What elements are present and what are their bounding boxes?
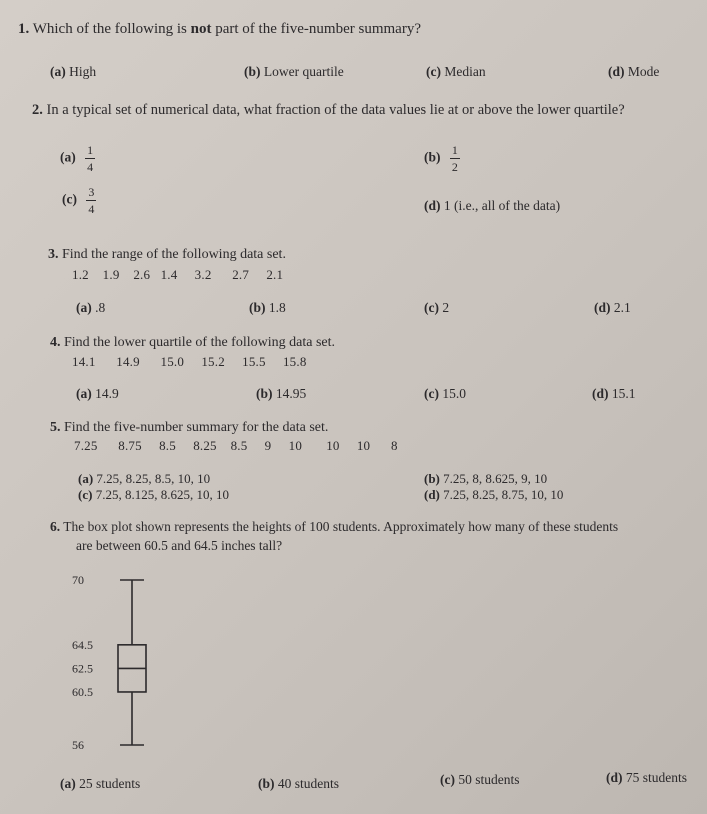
q3-option-a[interactable]: (a) .8: [76, 300, 106, 315]
tick-label: 70: [72, 573, 84, 587]
q4-option-b[interactable]: (b) 14.95: [256, 386, 307, 401]
data-value: 1.4: [160, 267, 178, 282]
question-2-number: 2.: [32, 102, 43, 118]
q5-option-b[interactable]: (b) 7.25, 8, 8.625, 9, 10: [424, 471, 548, 486]
tick-label: 64.5: [72, 637, 93, 652]
q5-option-a[interactable]: (a) 7.25, 8.25, 8.5, 10, 10: [78, 471, 211, 486]
q3-option-d[interactable]: (d) 2.1: [594, 300, 631, 315]
q2-option-c[interactable]: (c) $\frac{3}{4}$: [62, 185, 95, 216]
q2-option-a[interactable]: (a) $\frac{1}{4}$: [60, 143, 94, 174]
tick-label: 60.5: [72, 684, 93, 699]
q6-option-d[interactable]: (d) 75 students: [606, 770, 688, 785]
q5-option-c[interactable]: (c) 7.25, 8.125, 8.625, 10, 10: [78, 487, 229, 502]
fraction: $\frac{1}{2}$: [451, 143, 458, 174]
data-value: 1.9: [102, 267, 120, 282]
data-value: 14.9: [116, 354, 140, 369]
question-1-text-post: part of the five-number summary?: [211, 21, 421, 37]
data-value: 15.2: [201, 354, 225, 369]
data-value: 8.5: [230, 438, 248, 453]
data-value: 8: [390, 438, 398, 453]
q4-option-c[interactable]: (c) 15.0: [424, 386, 466, 401]
q6-option-c[interactable]: (c) 50 students: [440, 772, 520, 787]
data-value: 14.1: [72, 354, 96, 369]
question-3: 3. Find the range of the following data set.: [48, 247, 286, 262]
q1-option-b[interactable]: (b) Lower quartile: [244, 64, 344, 79]
question-2-text: In a typical set of numerical data, what fraction of the data values lie at or above the lower quartile?: [46, 102, 625, 118]
question-5: 5. Find the five-number summary for the data set.: [50, 420, 329, 435]
q1-option-d[interactable]: (d) Mode: [608, 64, 660, 79]
q2-option-d[interactable]: (d) 1 (i.e., all of the data): [424, 198, 561, 213]
q2-option-b[interactable]: (b) $\frac{1}{2}$: [424, 143, 458, 174]
data-value: 15.8: [282, 354, 307, 369]
q5-option-d[interactable]: (d) 7.25, 8.25, 8.75, 10, 10: [424, 487, 564, 502]
question-6-line-2: are between 60.5 and 64.5 inches tall?: [76, 538, 283, 553]
data-value: 3.2: [194, 267, 212, 282]
q3-option-b[interactable]: (b) 1.8: [249, 300, 286, 315]
data-value: 9: [264, 438, 272, 453]
fraction: $\frac{3}{4}$: [88, 185, 95, 216]
data-value: 2.1: [266, 267, 284, 282]
data-value: 7.25: [74, 438, 98, 453]
q3-option-c[interactable]: (c) 2: [424, 300, 450, 315]
data-value: 10: [288, 438, 303, 453]
tick-label: 62.5: [72, 661, 93, 676]
q1-option-a[interactable]: (a) High: [50, 64, 97, 79]
q1-option-c[interactable]: (c) Median: [426, 64, 486, 79]
q5-data-set: [74, 438, 398, 454]
data-value: 2.7: [232, 267, 250, 282]
q4-option-a[interactable]: (a) 14.9: [76, 386, 119, 401]
box-plot-chart: [60, 570, 200, 770]
q4-option-d[interactable]: (d) 15.1: [592, 386, 636, 401]
data-value: 8.5: [159, 438, 176, 453]
data-value: 8.25: [193, 438, 217, 453]
data-value: 10: [356, 438, 371, 453]
question-2: [32, 102, 625, 119]
data-value: 15.0: [160, 354, 185, 369]
question-4: 4. Find the lower quartile of the following data set.: [50, 335, 335, 350]
data-value: 8.75: [118, 438, 142, 453]
q3-data-set: [72, 267, 283, 283]
fraction: $\frac{1}{4}$: [87, 143, 94, 174]
q6-option-a[interactable]: (a) 25 students: [60, 776, 141, 791]
data-value: 10: [326, 438, 340, 453]
question-1-text-pre: Which of the following is: [32, 21, 191, 37]
data-value: 15.5: [242, 354, 266, 369]
data-value: 1.2: [72, 267, 89, 282]
q6-option-b[interactable]: (b) 40 students: [258, 776, 340, 791]
question-1: [18, 21, 421, 38]
tick-label: 56: [72, 738, 84, 752]
data-value: 2.6: [133, 267, 151, 282]
question-1-text-emph: not: [190, 21, 212, 37]
question-6: 6. The box plot shown represents the heights of 100 students. Approximately how many of these students: [50, 519, 619, 534]
q4-data-set: [72, 354, 307, 370]
question-1-number: 1.: [18, 21, 30, 37]
